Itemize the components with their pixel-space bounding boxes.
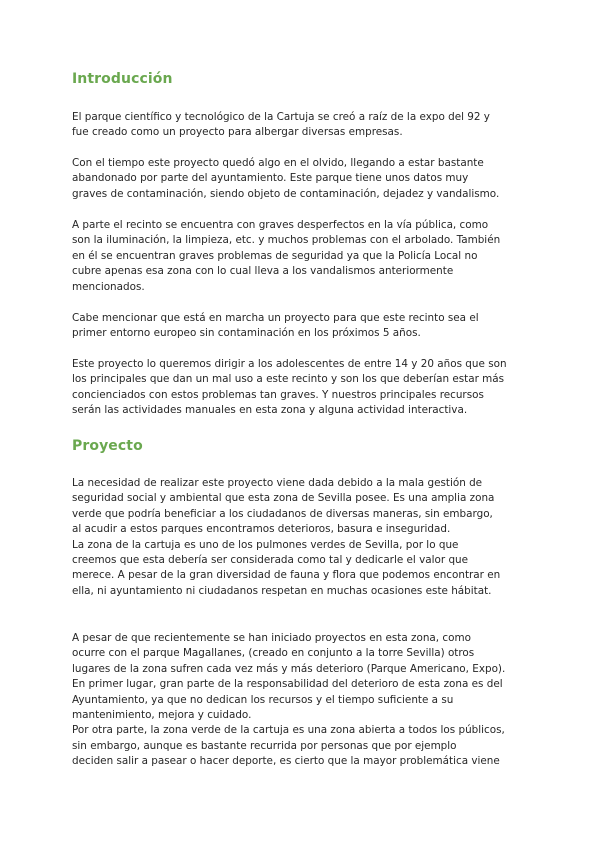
text-line: fue creado como un proyecto para albergar diversas empresas. [72,126,403,139]
text-line: merece. A pesar de la gran diversidad de fauna y flora que podemos encontrar en [72,569,501,582]
text-line: mencionados. [72,280,145,293]
text-line: seguridad social y ambiental que esta zona de Sevilla posee. Es una amplia zona [72,492,495,505]
paragraph-intro-3 [72,218,532,295]
text-line: son la iluminación, la limpieza, etc. y muchos problemas con el arbolado. También [72,234,501,247]
text-line: verde que podría beneficiar a los ciudadanos de diversas maneras, sin embargo, [72,507,493,520]
text-line: El parque científico y tecnológico de la Cartuja se creó a raíz de la expo del 92 y [72,111,490,123]
text-line: creemos que esta debería ser considerada como tal y dedicarle el valor que [72,554,469,567]
text-line: en él se encuentran graves problemas de seguridad ya que la Policía Local no [72,249,478,262]
text-line: Con el tiempo este proyecto quedó algo en el olvido, llegando a estar bastante [72,157,484,169]
text-line: graves de contaminación, siendo objeto de contaminación, dejadez y vandalismo. [72,187,500,200]
paragraph-intro-2 [72,156,532,202]
text-line: En primer lugar, gran parte de la responsabilidad del deterioro de esta zona es del [72,678,503,691]
text-line: Este proyecto lo queremos dirigir a los adolescentes de entre 14 y 20 años que son [72,358,507,370]
text-line: deciden salir a pasear o hacer deporte, es cierto que la mayor problemática viene [72,755,500,768]
text-line: serán las actividades manuales en esta zona y alguna actividad interactiva. [72,404,468,417]
paragraph-intro-5 [72,357,532,419]
text-line: Ayuntamiento, ya que no dedican los recursos y el tiempo suficiente a su [72,693,454,706]
section-heading-introduccion: Introducción [72,71,173,87]
section-heading-proyecto: Proyecto [72,438,143,454]
text-line: sin embargo, aunque es bastante recurrida por personas que por ejemplo [72,739,457,752]
text-line: A pesar de que recientemente se han iniciado proyectos en esta zona, como [72,632,471,644]
text-line: La zona de la cartuja es uno de los pulmones verdes de Sevilla, por lo que [72,538,459,551]
paragraph-intro-1 [72,110,532,141]
text-line: cubre apenas esa zona con lo cual lleva a los vandalismos anteriormente [72,265,454,278]
text-line: abandonado por parte del ayuntamiento. Este parque tiene unos datos muy [72,172,469,185]
text-line: mantenimiento, mejora y cuidado. [72,709,252,722]
text-line: al acudir a estos parques encontramos deterioros, basura e inseguridad. [72,523,451,536]
text-line: concienciados con estos problemas tan graves. Y nuestros principales recursos [72,388,484,401]
text-line: los principales que dan un mal uso a este recinto y son los que deberían estar más [72,373,505,386]
text-line: La necesidad de realizar este proyecto viene dada debido a la mala gestión de [72,477,483,489]
paragraph-proyecto-2 [72,631,532,770]
text-line: Cabe mencionar que está en marcha un proyecto para que este recinto sea el [72,312,479,324]
text-line: lugares de la zona sufren cada vez más y más deterioro (Parque Americano, Expo). [72,662,506,675]
text-line: A parte el recinto se encuentra con graves desperfectos en la vía pública, como [72,219,489,231]
text-line: primer entorno europeo sin contaminación en los próximos 5 años. [72,327,421,340]
text-line: ocurre con el parque Magallanes, (creado en conjunto a la torre Sevilla) otros [72,647,475,660]
text-line: ella, ni ayuntamiento ni ciudadanos respetan en muchas ocasiones este hábitat. [72,584,492,597]
paragraph-intro-4 [72,311,532,342]
text-line: Por otra parte, la zona verde de la cartuja es una zona abierta a todos los públicos, [72,724,505,737]
paragraph-proyecto-1 [72,476,532,599]
